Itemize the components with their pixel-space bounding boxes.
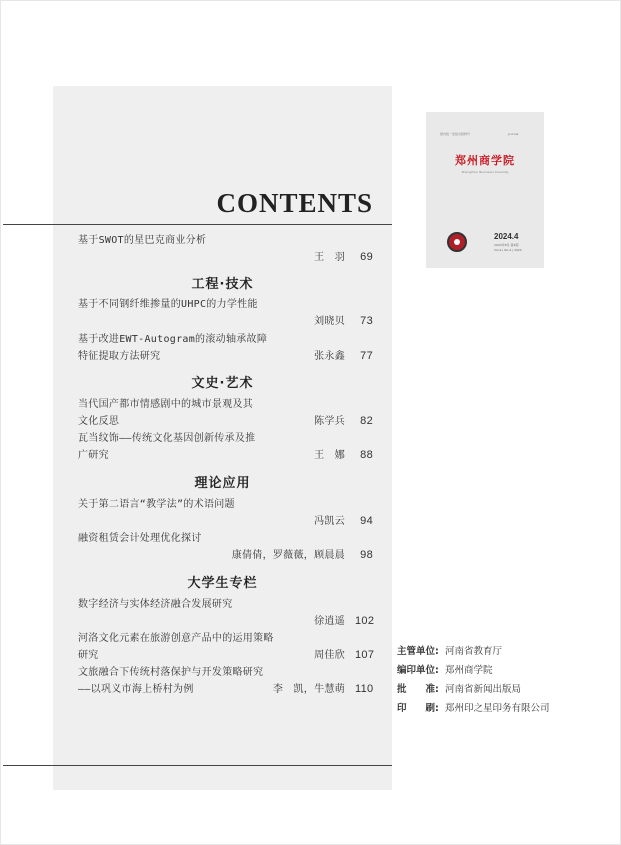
entry-title-line2: 研究 bbox=[78, 650, 99, 661]
section-heading: 工程·技术 bbox=[191, 277, 254, 292]
toc-entry[interactable] bbox=[78, 296, 373, 330]
cover-top-left-text: 国内统一连续出版物号 bbox=[440, 132, 471, 136]
info-label: 主管单位: bbox=[397, 646, 439, 657]
info-row bbox=[397, 661, 617, 680]
entry-author: 徐逍遥 bbox=[314, 616, 345, 627]
entry-meta bbox=[314, 613, 373, 630]
entry-title-line2: 文化反思 bbox=[78, 416, 120, 427]
cover-title: 郑州商学院 bbox=[455, 154, 515, 167]
bottom-divider bbox=[3, 765, 392, 766]
entry-page: 94 bbox=[360, 515, 373, 527]
entry-author: 王 娜 bbox=[314, 450, 345, 461]
entry-meta bbox=[232, 547, 373, 564]
entry-author: 周佳欣 bbox=[314, 650, 345, 661]
entry-title-line2: 特征提取方法研究 bbox=[78, 351, 161, 362]
entry-title: 关于第二语言“教学法”的术语问题 bbox=[78, 499, 235, 510]
entry-title: 基于不同钢纤维掺量的UHPC的力学性能 bbox=[78, 299, 258, 310]
entry-meta bbox=[314, 313, 373, 330]
entry-title: 瓦当纹饰——传统文化基因创新传承及推 bbox=[78, 433, 256, 444]
info-row bbox=[397, 699, 617, 718]
university-emblem-icon bbox=[447, 232, 467, 252]
info-value: 河南省教育厅 bbox=[445, 646, 503, 657]
entry-meta bbox=[314, 249, 373, 266]
entry-meta bbox=[314, 413, 373, 430]
entry-meta bbox=[314, 647, 373, 664]
entry-title-line2: 广研究 bbox=[78, 450, 109, 461]
entry-author: 冯凯云 bbox=[314, 516, 345, 527]
info-label: 批 准: bbox=[397, 684, 439, 695]
entry-author: 张永鑫 bbox=[314, 351, 345, 362]
entry-page: 102 bbox=[355, 615, 375, 627]
entry-author: 康倩倩，罗薇薇，顾晨晨 bbox=[231, 550, 345, 561]
entry-title: 数字经济与实体经济融合发展研究 bbox=[78, 599, 233, 610]
entry-page: 73 bbox=[360, 315, 373, 327]
info-label: 编印单位: bbox=[397, 665, 439, 676]
publication-info bbox=[397, 642, 617, 718]
entry-page: 77 bbox=[360, 350, 373, 362]
entry-title: 河洛文化元素在旅游创意产品中的运用策略 bbox=[78, 633, 274, 644]
toc-entry[interactable] bbox=[78, 664, 373, 698]
entry-meta bbox=[314, 348, 373, 365]
contents-title: CONTENTS bbox=[216, 188, 373, 218]
entry-page: 69 bbox=[360, 251, 373, 263]
toc-entry[interactable] bbox=[78, 530, 373, 564]
cover-issue: 2024.4 bbox=[494, 232, 519, 241]
section-heading: 文史·艺术 bbox=[191, 376, 254, 391]
journal-cover[interactable] bbox=[426, 112, 544, 268]
entry-page: 82 bbox=[360, 415, 373, 427]
section-heading: 理论应用 bbox=[194, 476, 251, 491]
entry-author: 王 羽 bbox=[314, 252, 345, 263]
toc-entry[interactable] bbox=[78, 430, 373, 464]
entry-title: 基于改进EWT-Autogram的滚动轴承故障 bbox=[78, 334, 268, 345]
toc-entry[interactable] bbox=[78, 232, 373, 266]
cover-issue-volume: Vol.4 | No.4 | 2024 bbox=[494, 248, 522, 252]
toc-entry[interactable] bbox=[78, 496, 373, 530]
toc-entry[interactable] bbox=[78, 331, 373, 365]
toc-entry[interactable] bbox=[78, 630, 373, 664]
entry-title: 基于SWOT的星巴克商业分析 bbox=[78, 235, 207, 246]
entry-page: 107 bbox=[355, 649, 375, 661]
top-divider bbox=[3, 224, 392, 225]
entry-meta bbox=[273, 681, 373, 698]
entry-title: 文旅融合下传统村落保护与开发策略研究 bbox=[78, 667, 264, 678]
info-value: 河南省新闻出版局 bbox=[445, 684, 522, 695]
info-row bbox=[397, 680, 617, 699]
info-label: 印 刷: bbox=[397, 703, 439, 714]
entry-page: 88 bbox=[360, 449, 373, 461]
cover-top-right-text: Journal bbox=[508, 132, 519, 136]
cover-issue-date: 2024年8月 第4期 bbox=[494, 243, 519, 247]
info-row bbox=[397, 642, 617, 661]
cover-subtitle: Zhengzhou Business University bbox=[461, 170, 509, 174]
entry-title: 融资租赁会计处理优化探讨 bbox=[78, 533, 202, 544]
entry-title-line2: ——以巩义市海上桥村为例 bbox=[78, 684, 194, 695]
info-value: 郑州印之星印务有限公司 bbox=[445, 703, 550, 714]
info-value: 郑州商学院 bbox=[445, 665, 493, 676]
toc-entry[interactable] bbox=[78, 396, 373, 430]
entry-author: 刘晓贝 bbox=[314, 316, 345, 327]
entry-author: 李 凯，牛慧萌 bbox=[272, 684, 345, 695]
section-heading: 大学生专栏 bbox=[187, 576, 258, 591]
entry-page: 110 bbox=[355, 683, 374, 695]
entry-meta bbox=[314, 513, 373, 530]
entry-author: 陈学兵 bbox=[314, 416, 345, 427]
entry-meta bbox=[314, 447, 373, 464]
toc-entry[interactable] bbox=[78, 596, 373, 630]
entry-page: 98 bbox=[360, 549, 373, 561]
entry-title: 当代国产都市情感剧中的城市景观及其 bbox=[78, 399, 254, 410]
